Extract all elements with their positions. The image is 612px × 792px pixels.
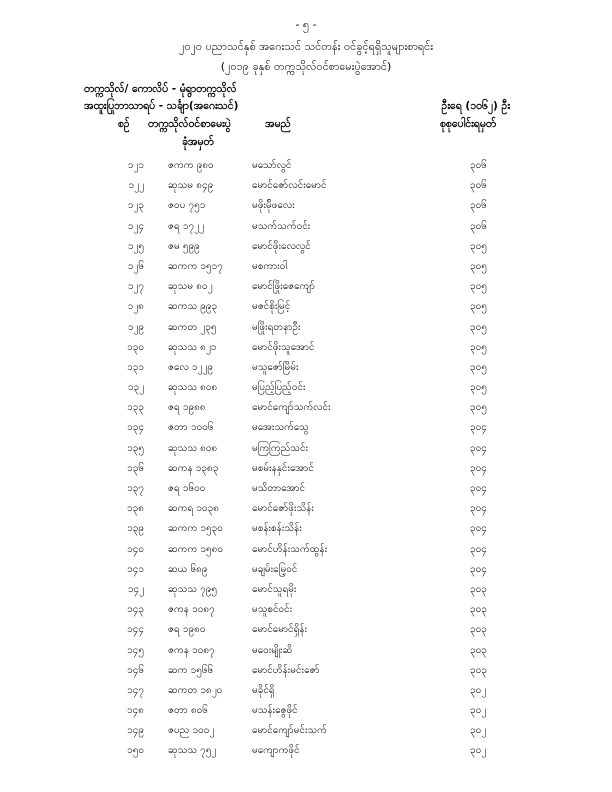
row-mark: ၃၀၅ bbox=[470, 240, 487, 252]
row-name: မောင်ဖိုးလေလွင် bbox=[252, 240, 311, 252]
row-roll-number: ဆုသသ ၇၅၂ bbox=[168, 745, 217, 757]
row-roll-number: ဆကက ၁၅၁၇ bbox=[168, 260, 223, 272]
row-mark: ၃၀၅ bbox=[470, 341, 487, 353]
row-roll-number: ဆက ၁၅၆၆ bbox=[168, 664, 214, 676]
row-roll-number: ဆုသသ ၈၀၈ bbox=[168, 382, 218, 394]
total-count-label: ဦးရေ (၁၀၆၂) ဦး bbox=[441, 100, 510, 112]
table-row bbox=[0, 277, 612, 297]
row-number: ၁၃၂ bbox=[127, 382, 144, 394]
table-row bbox=[0, 196, 612, 216]
row-name: မချမ်းမြေ့ဝင် bbox=[252, 563, 298, 575]
row-roll-number: ဇတာ ၁၀၀၆ bbox=[168, 422, 214, 434]
row-mark: ၃၀၄ bbox=[470, 563, 487, 575]
table-row bbox=[0, 721, 612, 741]
row-number: ၁၃၈ bbox=[127, 503, 144, 515]
row-number: ၁၃၅ bbox=[127, 442, 144, 454]
row-mark: ၃၀၅ bbox=[470, 301, 487, 313]
row-number: ၁၂၃ bbox=[127, 200, 144, 212]
row-mark: ၃၀၃ bbox=[470, 624, 487, 636]
row-roll-number: ဆကက ၁၅၈၀ bbox=[168, 543, 224, 555]
row-mark: ၃၀၄ bbox=[470, 442, 487, 454]
row-name: မအေးသက်သွေ bbox=[252, 422, 309, 434]
row-number: ၁၄၁ bbox=[127, 563, 144, 575]
row-number: ၁၂၈ bbox=[127, 301, 144, 313]
row-name: မောင်ဇော်လင်းမောင် bbox=[252, 180, 327, 192]
table-row bbox=[0, 418, 612, 438]
row-name: မစန်းစန်းသိန်း bbox=[252, 523, 302, 535]
row-name: မကျောကဖိုင် bbox=[252, 745, 300, 757]
row-name: မခိုင်ရှိ bbox=[252, 684, 275, 696]
row-mark: ၃၀၄ bbox=[470, 543, 487, 555]
row-number: ၁၃၄ bbox=[127, 422, 144, 434]
row-mark: ၃၀၂ bbox=[470, 745, 487, 757]
row-number: ၁၂၉ bbox=[127, 321, 144, 333]
row-roll-number: ဆုသသ ၇၉၅ bbox=[168, 583, 218, 595]
row-number: ၁၂၇ bbox=[127, 281, 144, 293]
row-number: ၁၂၅ bbox=[127, 240, 144, 252]
row-mark: ၃၀၅ bbox=[470, 361, 487, 373]
table-row bbox=[0, 560, 612, 580]
row-roll-number: ဇရ ၁၉၈၈ bbox=[168, 402, 206, 414]
row-name: မသိတာအောင် bbox=[252, 483, 306, 494]
row-name: မဖြိုးရတနာဦး bbox=[252, 321, 301, 333]
row-roll-number: ဆကရ ၁၀၃၈ bbox=[168, 503, 219, 515]
row-number: ၁၃၇ bbox=[127, 483, 144, 494]
table-row bbox=[0, 318, 612, 338]
header-mark: စုစုပေါင်းရမှတ် bbox=[440, 118, 497, 130]
row-roll-number: ဆကတ ၂၃၅ bbox=[168, 321, 217, 333]
row-mark: ၃၀၄ bbox=[470, 422, 487, 434]
row-number: ၁၂၆ bbox=[127, 260, 144, 272]
table-row bbox=[0, 217, 612, 237]
row-roll-number: ဆကန ၁၃၈၃ bbox=[168, 462, 219, 474]
header-roll-sub: ခုံအမှတ် bbox=[182, 136, 214, 148]
table-row bbox=[0, 398, 612, 418]
row-number: ၁၄၇ bbox=[127, 684, 144, 696]
table-row bbox=[0, 701, 612, 721]
row-mark: ၃၀၂ bbox=[470, 684, 487, 696]
row-roll-number: ဇတာ ၈၀၆ bbox=[168, 705, 208, 717]
row-roll-number: ဇပည ၁၀၀၂ bbox=[168, 725, 215, 737]
table-row bbox=[0, 338, 612, 358]
row-number: ၁၃၀ bbox=[127, 341, 144, 353]
row-name: မသက်သက်ဝင်း bbox=[252, 220, 311, 232]
row-mark: ၃၀၂ bbox=[470, 725, 487, 737]
row-number: ၁၄၀ bbox=[127, 543, 144, 555]
row-name: မစကားဝါ bbox=[252, 260, 288, 272]
row-name: မောင်ဖိုးသူအောင် bbox=[252, 341, 315, 353]
row-name: မောင်ဖြိုးဇေကျော် bbox=[252, 281, 316, 293]
row-number: ၁၄၆ bbox=[127, 664, 144, 676]
row-roll-number: ဇရ ၁၇၂၂ bbox=[168, 220, 204, 232]
row-mark: ၃၀၃ bbox=[470, 644, 487, 656]
table-row bbox=[0, 257, 612, 277]
table-row bbox=[0, 358, 612, 378]
table-row bbox=[0, 600, 612, 620]
row-roll-number: ဇဝပ ၇၅၁ bbox=[168, 200, 206, 212]
table-row bbox=[0, 156, 612, 176]
row-roll-number: ဆယ ၆၈၉ bbox=[168, 563, 208, 575]
row-roll-number: ဆုသသ ၈၂၁ bbox=[168, 341, 217, 353]
row-name: မောင်ဟိန်းမင်းဇော် bbox=[252, 664, 320, 676]
table-row bbox=[0, 439, 612, 459]
row-roll-number: ဇကန ၁၀၈၇ bbox=[168, 604, 215, 616]
table-row bbox=[0, 499, 612, 519]
row-number: ၁၄၉ bbox=[127, 725, 144, 737]
row-mark: ၃၀၅ bbox=[470, 281, 487, 293]
row-number: ၁၄၄ bbox=[127, 624, 144, 636]
row-mark: ၃၀၆ bbox=[470, 200, 487, 212]
row-roll-number: ဇကန ၁၀၈၇ bbox=[168, 644, 215, 656]
university-label: တက္ကသိုလ်/ ကောလိပ် - မုံရွာတက္ကသိုလ် bbox=[84, 83, 237, 95]
major-subject-label: အထူးပြုဘာသာရပ် - သင်္ချာ(အဂေးသင်) bbox=[84, 100, 239, 112]
row-name: မကြကြည်သင်း bbox=[252, 442, 309, 454]
row-name: မောင်ကျော်သက်လင်း bbox=[252, 402, 331, 414]
table-row bbox=[0, 176, 612, 196]
page-number: - ၅ - bbox=[295, 18, 317, 31]
table-row bbox=[0, 620, 612, 640]
table-row bbox=[0, 540, 612, 560]
row-roll-number: ဇမ ၅၉၉ bbox=[168, 240, 200, 252]
row-roll-number: ဇရ ၁၉၈၀ bbox=[168, 624, 206, 636]
row-name: မသန်းဇွေဖိုင် bbox=[252, 705, 298, 717]
row-mark: ၃၀၄ bbox=[470, 503, 487, 515]
row-mark: ၃၀၆ bbox=[470, 160, 487, 171]
row-number: ၁၃၁ bbox=[127, 361, 144, 373]
row-number: ၁၄၈ bbox=[127, 705, 144, 717]
row-name: မသော်လွင် bbox=[252, 160, 292, 171]
row-mark: ၃၀၅ bbox=[470, 260, 487, 272]
header-no: စဉ် bbox=[118, 118, 130, 130]
row-roll-number: ဆကတ ၁၈၂၀ bbox=[168, 684, 223, 696]
row-name: မောင်သူရမိုး bbox=[252, 583, 297, 595]
row-mark: ၃၀၅ bbox=[470, 402, 487, 414]
row-mark: ၃၀၃ bbox=[470, 604, 487, 616]
row-roll-number: ဆုသမ ၈၄၉ bbox=[168, 180, 214, 192]
table-row bbox=[0, 297, 612, 317]
table-row bbox=[0, 378, 612, 398]
row-number: ၁၄၂ bbox=[127, 583, 144, 595]
row-name: မပြည့်ပြည့်ဝင်း bbox=[252, 382, 306, 394]
table-row bbox=[0, 681, 612, 701]
row-number: ၁၅၀ bbox=[127, 745, 144, 757]
row-mark: ၃၀၅ bbox=[470, 321, 487, 333]
row-mark: ၃၀၄ bbox=[470, 483, 487, 494]
row-number: ၁၄၃ bbox=[127, 604, 144, 616]
row-roll-number: ဇရ ၁၆၀၀ bbox=[168, 483, 206, 494]
header-roll: တက္ကသိုလ်ဝင်စာမေးပွဲ bbox=[148, 118, 231, 130]
header-name: အမည် bbox=[265, 118, 291, 130]
row-name: မစမ်းနနှင်းအောင် bbox=[252, 462, 314, 474]
row-name: မောင်ဇော်ဖိုးသိန်း bbox=[252, 503, 314, 515]
row-name: မဝေးမျိုးဆိ bbox=[252, 644, 293, 656]
row-name: မောင်မောင်ရှိန်း bbox=[252, 624, 308, 636]
row-roll-number: ဆုသသ ၈၀၈ bbox=[168, 442, 218, 454]
table-row bbox=[0, 459, 612, 479]
row-mark: ၃၀၂ bbox=[470, 705, 487, 717]
row-roll-number: ဆကသ ၉၉၃ bbox=[168, 301, 218, 313]
row-name: မောင်ဟိန်းသက်ထွန်း bbox=[252, 543, 328, 555]
table-row bbox=[0, 237, 612, 257]
document-title: ၂၀၂၀ ပညာသင်နှစ် အဂေးသင် သင်တန်း ဝင်ခွင့်ရရှိသူများစာရင်း bbox=[178, 40, 434, 53]
row-number: ၁၂၂ bbox=[128, 180, 144, 192]
table-row bbox=[0, 580, 612, 600]
row-number: ၁၂၄ bbox=[127, 220, 144, 232]
row-number: ၁၃၉ bbox=[127, 523, 144, 535]
row-name: မသူဇော်မြိမ်း bbox=[252, 361, 299, 373]
row-mark: ၃၀၆ bbox=[470, 180, 487, 192]
row-mark: ၃၀၄ bbox=[470, 523, 487, 535]
results-list bbox=[0, 156, 612, 762]
row-mark: ၃၀၄ bbox=[470, 462, 487, 474]
table-row bbox=[0, 519, 612, 539]
row-roll-number: ဇလေ ၁၂၂၉ bbox=[168, 361, 214, 373]
row-mark: ၃၀၅ bbox=[470, 382, 487, 394]
table-row bbox=[0, 479, 612, 499]
row-roll-number: ဆကက ၁၅၃၀ bbox=[168, 523, 223, 535]
row-number: ၁၄၅ bbox=[127, 644, 144, 656]
table-row bbox=[0, 641, 612, 661]
row-name: မောင်ကျော်မင်းသက် bbox=[252, 725, 327, 737]
row-number: ၁၃၆ bbox=[127, 462, 144, 474]
row-roll-number: ဇကက ၉၈၀ bbox=[168, 160, 214, 171]
row-name: မဖိုးမ်ိုဖလေး bbox=[252, 200, 295, 212]
row-mark: ၃၀၆ bbox=[470, 220, 487, 232]
row-name: မဇင်စိုးမြင့် bbox=[252, 301, 291, 313]
row-roll-number: ဆုသမ ၈၀၂ bbox=[168, 281, 213, 293]
row-mark: ၃၀၃ bbox=[470, 583, 487, 595]
row-name: မသူစင်ဝင်း bbox=[252, 604, 293, 616]
table-row bbox=[0, 661, 612, 681]
row-number: ၁၂၁ bbox=[127, 160, 144, 171]
row-number: ၁၃၃ bbox=[127, 402, 144, 414]
document-subtitle: (၂၀၁၉ ခုနှစ် တက္ကသိုလ်ဝင်စာမေးပွဲအောင်) bbox=[220, 60, 392, 73]
table-row bbox=[0, 741, 612, 761]
row-mark: ၃၀၃ bbox=[470, 664, 487, 676]
